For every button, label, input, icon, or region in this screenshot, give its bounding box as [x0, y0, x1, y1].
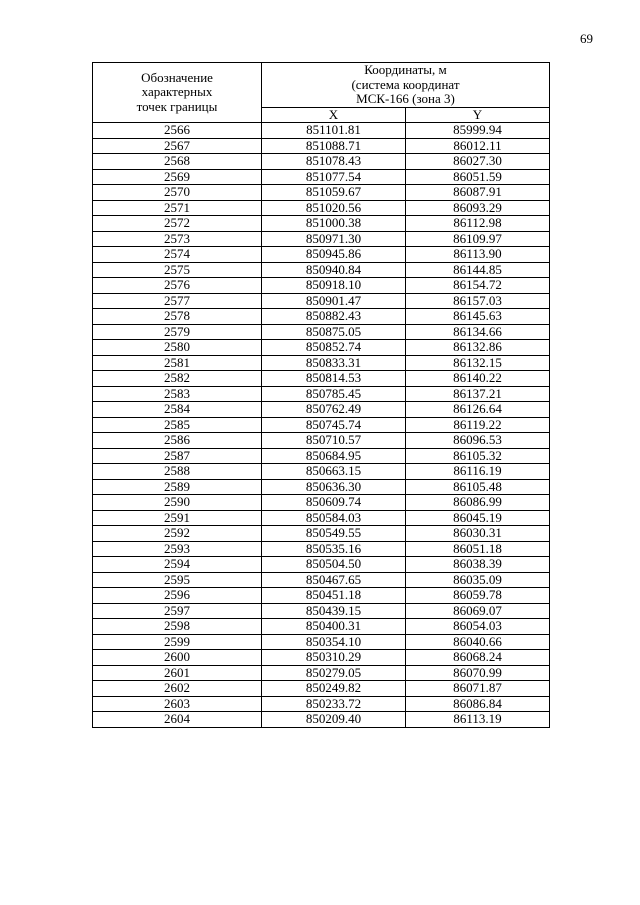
- cell-x: 850971.30: [262, 231, 406, 247]
- cell-y: 86154.72: [406, 278, 550, 294]
- cell-point: 2591: [93, 510, 262, 526]
- cell-x: 850833.31: [262, 355, 406, 371]
- cell-y: 86093.29: [406, 200, 550, 216]
- cell-point: 2568: [93, 154, 262, 170]
- cell-y: 86059.78: [406, 588, 550, 604]
- table-row: [93, 557, 550, 573]
- cell-x: 850875.05: [262, 324, 406, 340]
- cell-y: 86137.21: [406, 386, 550, 402]
- header-point-designation: [93, 63, 262, 123]
- cell-y: 86040.66: [406, 634, 550, 650]
- cell-point: 2593: [93, 541, 262, 557]
- cell-y: 86096.53: [406, 433, 550, 449]
- table-row: [93, 154, 550, 170]
- cell-x: 850663.15: [262, 464, 406, 480]
- cell-point: 2590: [93, 495, 262, 511]
- cell-point: 2572: [93, 216, 262, 232]
- cell-point: 2584: [93, 402, 262, 418]
- cell-point: 2583: [93, 386, 262, 402]
- table-row: [93, 588, 550, 604]
- cell-point: 2594: [93, 557, 262, 573]
- cell-y: 86051.18: [406, 541, 550, 557]
- cell-x: 850762.49: [262, 402, 406, 418]
- table-row: [93, 262, 550, 278]
- cell-point: 2592: [93, 526, 262, 542]
- cell-point: 2588: [93, 464, 262, 480]
- table-row: [93, 309, 550, 325]
- table-row: [93, 712, 550, 728]
- table-row: [93, 619, 550, 635]
- cell-x: 850467.65: [262, 572, 406, 588]
- cell-x: 851101.81: [262, 123, 406, 139]
- cell-y: 86068.24: [406, 650, 550, 666]
- cell-y: 86157.03: [406, 293, 550, 309]
- cell-x: 850584.03: [262, 510, 406, 526]
- cell-x: 850451.18: [262, 588, 406, 604]
- cell-point: 2601: [93, 665, 262, 681]
- cell-y: 86035.09: [406, 572, 550, 588]
- cell-x: 850940.84: [262, 262, 406, 278]
- cell-y: 86113.19: [406, 712, 550, 728]
- cell-y: 86116.19: [406, 464, 550, 480]
- cell-y: 86045.19: [406, 510, 550, 526]
- table-row: [93, 340, 550, 356]
- cell-x: 850785.45: [262, 386, 406, 402]
- cell-x: 850745.74: [262, 417, 406, 433]
- cell-point: 2573: [93, 231, 262, 247]
- table-header: [93, 63, 550, 123]
- table-row: [93, 681, 550, 697]
- cell-y: 86126.64: [406, 402, 550, 418]
- table-row: [93, 324, 550, 340]
- cell-x: 850852.74: [262, 340, 406, 356]
- table-row: [93, 665, 550, 681]
- cell-point: 2578: [93, 309, 262, 325]
- cell-point: 2574: [93, 247, 262, 263]
- page-number: 69: [580, 31, 593, 46]
- cell-x: 850636.30: [262, 479, 406, 495]
- table-row: [93, 464, 550, 480]
- cell-y: 86132.15: [406, 355, 550, 371]
- cell-x: 850233.72: [262, 696, 406, 712]
- header-coords-line-2: (система координат: [351, 76, 460, 92]
- table-row: [93, 650, 550, 666]
- cell-y: 86086.99: [406, 495, 550, 511]
- table-row: [93, 448, 550, 464]
- header-coordinates: [262, 63, 550, 108]
- cell-point: 2571: [93, 200, 262, 216]
- cell-y: 86086.84: [406, 696, 550, 712]
- cell-x: 850279.05: [262, 665, 406, 681]
- cell-x: 851078.43: [262, 154, 406, 170]
- cell-x: 850249.82: [262, 681, 406, 697]
- cell-point: 2582: [93, 371, 262, 387]
- cell-point: 2586: [93, 433, 262, 449]
- cell-x: 850882.43: [262, 309, 406, 325]
- cell-y: 86105.32: [406, 448, 550, 464]
- cell-point: 2597: [93, 603, 262, 619]
- table-row: [93, 293, 550, 309]
- cell-point: 2587: [93, 448, 262, 464]
- cell-y: 86087.91: [406, 185, 550, 201]
- table-row: [93, 247, 550, 263]
- table-row: [93, 185, 550, 201]
- cell-point: 2577: [93, 293, 262, 309]
- table-row: [93, 510, 550, 526]
- header-point-line-2: характерных: [141, 84, 213, 100]
- cell-point: 2604: [93, 712, 262, 728]
- cell-point: 2603: [93, 696, 262, 712]
- cell-x: 851077.54: [262, 169, 406, 185]
- table-row: [93, 371, 550, 387]
- table-row: [93, 634, 550, 650]
- cell-point: 2566: [93, 123, 262, 139]
- cell-y: 86132.86: [406, 340, 550, 356]
- cell-y: 86051.59: [406, 169, 550, 185]
- header-coords-line-3: МСК-166 (зона 3): [356, 91, 455, 106]
- table-row: [93, 169, 550, 185]
- table-row: [93, 479, 550, 495]
- cell-x: 850609.74: [262, 495, 406, 511]
- cell-y: 86054.03: [406, 619, 550, 635]
- cell-x: 850549.55: [262, 526, 406, 542]
- table-row: [93, 603, 550, 619]
- cell-y: 86140.22: [406, 371, 550, 387]
- cell-y: 86145.63: [406, 309, 550, 325]
- cell-point: 2581: [93, 355, 262, 371]
- cell-y: 86112.98: [406, 216, 550, 232]
- cell-y: 86134.66: [406, 324, 550, 340]
- cell-y: 86012.11: [406, 138, 550, 154]
- table-row: [93, 278, 550, 294]
- cell-x: 850901.47: [262, 293, 406, 309]
- cell-point: 2575: [93, 262, 262, 278]
- cell-point: 2570: [93, 185, 262, 201]
- cell-point: 2596: [93, 588, 262, 604]
- cell-y: 86109.97: [406, 231, 550, 247]
- table-body: [93, 123, 550, 728]
- cell-point: 2585: [93, 417, 262, 433]
- cell-x: 851059.67: [262, 185, 406, 201]
- cell-point: 2579: [93, 324, 262, 340]
- cell-x: 851000.38: [262, 216, 406, 232]
- cell-x: 850684.95: [262, 448, 406, 464]
- header-row-top: [93, 63, 550, 108]
- cell-x: 850535.16: [262, 541, 406, 557]
- cell-point: 2600: [93, 650, 262, 666]
- cell-point: 2580: [93, 340, 262, 356]
- cell-x: 850354.10: [262, 634, 406, 650]
- cell-y: 86119.22: [406, 417, 550, 433]
- cell-y: 86070.99: [406, 665, 550, 681]
- cell-point: 2595: [93, 572, 262, 588]
- coordinates-table: [92, 62, 550, 728]
- cell-y: 86144.85: [406, 262, 550, 278]
- cell-x: 850400.31: [262, 619, 406, 635]
- header-point-line-3: точек границы: [136, 98, 218, 114]
- cell-y: 86113.90: [406, 247, 550, 263]
- cell-x: 850209.40: [262, 712, 406, 728]
- header-y: Y: [406, 107, 550, 123]
- table-row: [93, 417, 550, 433]
- cell-point: 2576: [93, 278, 262, 294]
- cell-x: 850504.50: [262, 557, 406, 573]
- table-row: [93, 696, 550, 712]
- cell-x: 851020.56: [262, 200, 406, 216]
- table-row: [93, 433, 550, 449]
- header-coords-line-1: Координаты, м: [364, 62, 447, 77]
- cell-x: 850439.15: [262, 603, 406, 619]
- table-row: [93, 355, 550, 371]
- cell-y: 86105.48: [406, 479, 550, 495]
- table-row: [93, 386, 550, 402]
- cell-point: 2599: [93, 634, 262, 650]
- cell-point: 2569: [93, 169, 262, 185]
- table-row: [93, 138, 550, 154]
- table-row: [93, 123, 550, 139]
- cell-point: 2602: [93, 681, 262, 697]
- header-point-line-1: Обозначение: [141, 69, 213, 85]
- cell-y: 86038.39: [406, 557, 550, 573]
- table-row: [93, 541, 550, 557]
- cell-x: 850945.86: [262, 247, 406, 263]
- cell-y: 86027.30: [406, 154, 550, 170]
- table-row: [93, 200, 550, 216]
- table-row: [93, 495, 550, 511]
- table-row: [93, 402, 550, 418]
- table-row: [93, 231, 550, 247]
- cell-x: 850814.53: [262, 371, 406, 387]
- cell-y: 85999.94: [406, 123, 550, 139]
- cell-y: 86069.07: [406, 603, 550, 619]
- table-row: [93, 216, 550, 232]
- cell-y: 86071.87: [406, 681, 550, 697]
- cell-point: 2598: [93, 619, 262, 635]
- cell-x: 850918.10: [262, 278, 406, 294]
- table-row: [93, 526, 550, 542]
- header-x: X: [262, 107, 406, 123]
- cell-x: 851088.71: [262, 138, 406, 154]
- cell-point: 2589: [93, 479, 262, 495]
- cell-x: 850310.29: [262, 650, 406, 666]
- cell-point: 2567: [93, 138, 262, 154]
- cell-x: 850710.57: [262, 433, 406, 449]
- table-row: [93, 572, 550, 588]
- cell-y: 86030.31: [406, 526, 550, 542]
